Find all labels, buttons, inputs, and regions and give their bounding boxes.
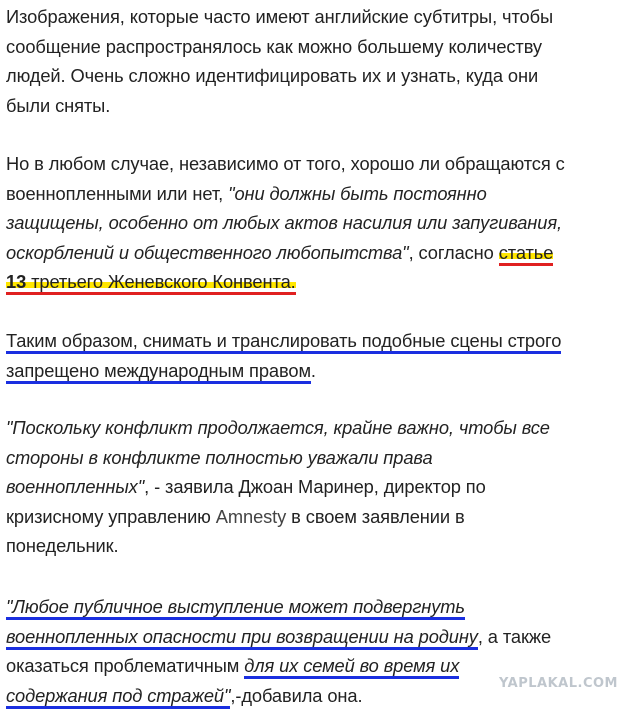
underlined-quote: для их семей во время их	[244, 655, 459, 679]
underlined-quote: содержания под стражей"	[6, 685, 230, 709]
text-line: Изображения, которые часто имеют английские субтитры, чтобы	[6, 6, 554, 27]
text-line	[6, 592, 551, 622]
underlined-text: Таким образом, снимать и транслировать подобные сцены строго	[6, 330, 561, 354]
text-run: военнопленными или нет,	[6, 182, 229, 204]
text-run: , - заявила Джоан Маринер, директор по	[144, 476, 486, 498]
article-number: 13	[6, 271, 27, 293]
text-run: , согласно	[408, 241, 499, 263]
text-line	[6, 472, 550, 502]
text-line	[6, 179, 565, 209]
text-run: ,-добавила она.	[230, 684, 363, 706]
text-run: третьего Женевского Конвента	[26, 271, 291, 293]
underlined-quote: "Любое публичное выступление может подвергнуть	[6, 596, 465, 620]
paragraph-1	[6, 2, 553, 120]
text-line	[6, 622, 551, 652]
site-watermark: YAPLAKAL.COM	[499, 676, 618, 691]
quote-text: "они должны быть постоянно	[228, 182, 487, 204]
text-line	[6, 681, 551, 711]
quote-text: оскорблений и общественного любопытства"	[6, 241, 409, 263]
text-line: людей. Очень сложно идентифицировать их и узнать, куда они	[6, 65, 539, 87]
paragraph-5	[6, 592, 551, 710]
text-line	[6, 356, 561, 386]
quote-text: "Поскольку конфликт продолжается, крайне важно, чтобы все	[6, 417, 550, 438]
text-run: .	[310, 359, 316, 381]
paragraph-2	[6, 149, 565, 297]
paragraph-3	[6, 326, 561, 385]
text-run: кризисному управлению	[6, 505, 216, 527]
paragraph-4	[6, 413, 550, 561]
quote-text: военнопленных"	[6, 476, 145, 498]
text-line	[6, 502, 550, 532]
text-run: оказаться проблематичным	[6, 655, 245, 677]
text-run: .	[290, 271, 296, 293]
text-line: сообщение распространялось как можно большему количеству	[6, 35, 542, 57]
quote-text: защищены, особенно от любых актов насилия или запугивания,	[6, 212, 562, 234]
text-line	[6, 267, 565, 297]
text-line: понедельник.	[6, 535, 119, 557]
text-line: Но в любом случае, независимо от того, хорошо ли обращаются с	[6, 153, 565, 174]
text-run: в своем заявлении в	[286, 505, 465, 527]
text-line	[6, 651, 551, 681]
underlined-quote: военнопленных опасности при возвращении на родину	[6, 626, 478, 650]
amnesty-link[interactable]: Amnesty	[215, 505, 287, 527]
text-run: , а также	[477, 625, 552, 647]
text-line	[6, 238, 565, 268]
highlighted-reference: статье	[499, 242, 554, 266]
underlined-text: запрещено международным правом	[6, 360, 311, 384]
text-line	[6, 326, 561, 356]
quote-text: стороны в конфликте полностью уважали права	[6, 446, 433, 468]
text-line: были сняты.	[6, 94, 111, 116]
highlighted-reference	[6, 271, 296, 295]
